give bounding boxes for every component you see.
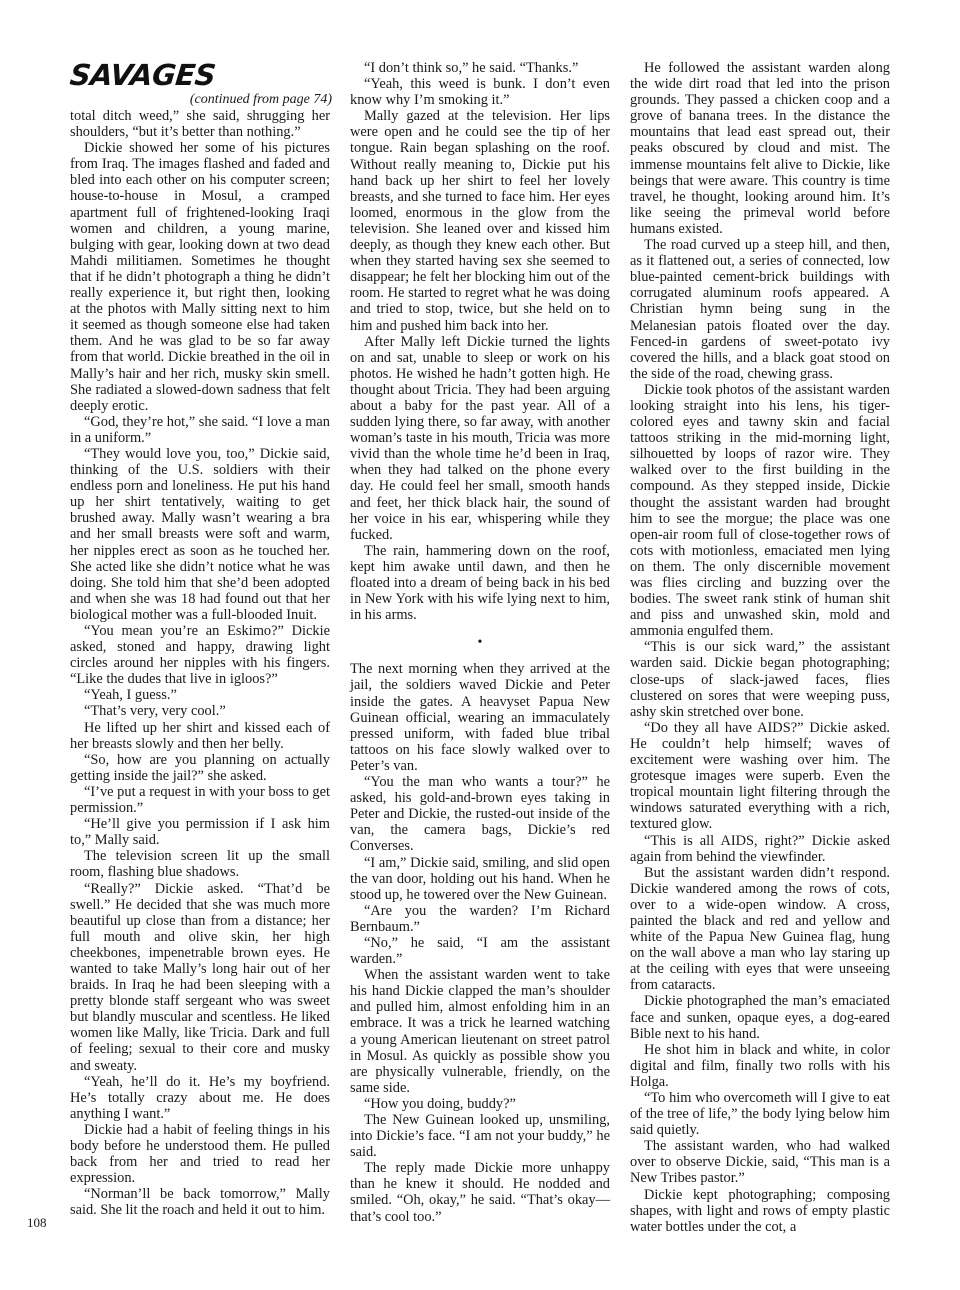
paragraph: “You the man who wants a tour?” he asked, his gold-and-brown eyes taking in Peter and Dickie, the rusted-out inside of the van, the camera bags, Dickie’s red Converses.: [350, 774, 610, 855]
paragraph: “I’ve put a request in with your boss to get permission.”: [70, 783, 330, 817]
paragraph: Dickie photographed the man’s emaciated face and sunken, opaque eyes, a dog-eared Bible next to his hand.: [630, 993, 890, 1042]
paragraph: When the assistant warden went to take his hand Dickie clapped the man’s shoulder and pulled him, almost enfolding him in an embrace. It was a trick he learned watching a young American lieutenant on street patrol in Mosul. As quickly as possible show you are physically vulnerable, friendly, on the same side.: [350, 967, 610, 1096]
paragraph: Dickie had a habit of feeling things in his body before he understood them. He pulled back from her and tried to read her expression.: [70, 1121, 330, 1187]
paragraph: “I don’t think so,” he said. “Thanks.”: [364, 60, 579, 76]
paragraph: “He’ll give you permission if I ask him to,” Mally said.: [70, 816, 330, 849]
paragraph: “God, they’re hot,” she said. “I love a man in a uniform.”: [70, 413, 330, 446]
paragraph: Dickie kept photographing; composing shapes, with light and rows of empty plastic water bottles under the cot, a: [630, 1186, 890, 1235]
paragraph: The television screen lit up the small room, flashing blue shadows.: [70, 848, 330, 881]
paragraph: He lifted up her shirt and kissed each of her breasts slowly and then her belly.: [70, 719, 330, 752]
paragraph: “I am,” Dickie said, smiling, and slid open the van door, holding out his hand. When he stood up, he towered over the New Guinean.: [350, 854, 610, 903]
paragraph: “So, how are you planning on actually getting inside the jail?” she asked.: [70, 751, 330, 784]
page-number: 108: [27, 1215, 47, 1230]
paragraph: “No,” he said, “I am the assistant warden.”: [350, 934, 610, 968]
paragraph: “That’s very, very cool.”: [84, 703, 226, 720]
paragraph: “This is all AIDS, right?” Dickie asked again from behind the viewfinder.: [630, 832, 890, 865]
section-separator: •: [477, 635, 483, 651]
text-column-2: [350, 60, 610, 1225]
text-column-1: [70, 108, 330, 1218]
paragraph: “You mean you’re an Eskimo?” Dickie asked, stoned and happy, drawing light circles around her nipples with his fingers. “Like the dudes that live in igloos?”: [70, 623, 330, 688]
paragraph: “Yeah, I guess.”: [84, 687, 177, 704]
paragraph: The assistant warden, who had walked over to observe Dickie, said, “This man is a New Tribes pastor.”: [630, 1138, 890, 1187]
text-column-3: [630, 60, 890, 1235]
paragraph: The road curved up a steep hill, and then, as it flattened out, a series of connected, low blue-painted cement-brick buildings with corrugated aluminum roofs appeared. A Christian hymn being sung in the Melanesian patois floated over the day. Fenced-in gardens of sweet-potato ivy covered the hills, and a black goat stood on the side of the road, chewing grass.: [630, 237, 890, 382]
paragraph: The reply made Dickie more unhappy than he knew it should. He nodded and smiled. “Oh, okay,” he said. “That’s okay—that’s cool too.”: [350, 1160, 610, 1225]
paragraph: The rain, hammering down on the roof, kept him awake until dawn, and then he floated into a dream of being back in his bed in New York with his wife lying next to him, in his arms.: [350, 542, 610, 624]
paragraph: “Norman’ll be back tomorrow,” Mally said. She lit the roach and held it out to him.: [70, 1186, 330, 1219]
paragraph: “Do they all have AIDS?” Dickie asked. He couldn’t help himself; waves of excitement were washing over him. The grotesque images were superb. Even the tropical mountain light filtering through the windows saturated everything with a rich, textured glow.: [630, 719, 890, 833]
paragraph: “Yeah, this weed is bunk. I don’t even know why I’m smoking it.”: [350, 76, 610, 109]
paragraph: Dickie took photos of the assistant warden looking straight into his lens, his tiger-colored eyes and tawny skin and facial tattoos striking in the mid-morning light, silhouetted by loops of razor wire. They walked over to the first building in the compound. As they stepped inside, Dickie thought the assistant warden had brought him to see the morgue; the place was one open-air room full of close-together rows of cots with motionless, emaciated men lying on them. The only discernible movement was flies circling and buzzing over the bodies. The sweet rank stink of human shit and piss and unwashed skin, mold and ammonia engulfed them.: [630, 381, 890, 640]
paragraph: The New Guinean looked up, unsmiling, into Dickie’s face. “I am not your buddy,” he said.: [350, 1112, 610, 1161]
paragraph: Dickie showed her some of his pictures from Iraq. The images flashed and faded and bled into each other on his computer screen; house-to-house in Mosul, a cramped apartment full of frightened-looking Iraqi women and children, a young marine, bulging with gear, looking down at two dead Mahdi militiamen. Sometimes he thought that if he didn’t photograph a thing he didn’t really experience it, but right then, looking at the photos with Mally sitting next to him it seemed as though someone else had taken them. And he was glad to be so far away from that world. Dickie breathed in the oil in Mally’s hair and her rich, musky skin smell. She radiated a slowed-down sadness that felt deeply erotic.: [70, 140, 330, 414]
paragraph: “Are you the warden? I’m Richard Bernbaum.”: [350, 902, 610, 935]
paragraph: “How you doing, buddy?”: [364, 1095, 516, 1112]
paragraph: “Really?” Dickie asked. “That’d be swell.” He decided that she was much more beautiful up close than from a distance; her full mouth and olive skin, her high cheekbones, impenetrable brown eyes. He wanted to take Mally’s long hair out of her braids. In Iraq he had been sleeping with a pretty blonde staff sergeant who was sweet but blandly muscular and scentless. He liked women like Mally, like Tricia. Dark and full of feeling; sexual to their core and musky and sweaty.: [70, 880, 330, 1074]
article-title: SAVAGES: [68, 58, 218, 92]
paragraph: The next morning when they arrived at the jail, the soldiers waved Dickie and Peter inside the gates. A heavyset Papua New Guinean official, wearing an immaculately pressed uniform, with faded blue tribal tattoos on his face slowly walked over to Peter’s van.: [350, 661, 610, 774]
paragraph: After Mally left Dickie turned the lights on and sat, unable to sleep or work on his photos. He wished he hadn’t gotten high. He thought about Tricia. They had been arguing about a baby for the past year. All of a sudden lying there, so far away, with another woman’s taste in his mouth, Tricia was more vivid than the whole time he’d been in Iraq, when they had talked on the phone every day. He could feel her small, smooth hands and feet, her thick black hair, the sound of her voice in his ear, whispering while they fucked.: [350, 333, 610, 543]
paragraph: “Yeah, he’ll do it. He’s my boyfriend. He’s totally crazy about me. He does anything I want.”: [70, 1073, 330, 1122]
paragraph: Mally gazed at the television. Her lips were open and he could see the tip of her tongue. Rain began splashing on the roof. Without really meaning to, Dickie put his hand back up her shirt to feel her lovely breasts, and she turned to face him. Her eyes loomed, enormous in the glow from the television. She leaned over and kissed him deeply, as though they knew each other. But when they started having sex she seemed to disappear; he felt her blocking him out of the room. He started to regret what he was doing and tried to stop, twice, but she held on to him and pushed him back into her.: [350, 108, 610, 334]
paragraph: total ditch weed,” she said, shrugging her shoulders, “but it’s better than nothing.”: [70, 108, 330, 141]
paragraph: He followed the assistant warden along the wide dirt road that led into the prison grounds. They passed a chicken coop and a grove of banana trees. In the distance the mountains that lead east spread out, their peaks obscured by cloud and mist. The immense mountains felt alive to Dickie, like beings that were aware. This country is time travel, he thought, looking around him. It’s like seeing the primeval world before humans existed.: [630, 60, 890, 237]
paragraph: But the assistant warden didn’t respond. Dickie wandered among the rows of cots, over to a wide-open window. A cross, painted the black and red and yellow and white of the Papua New Guinea flag, hung on the wall above a man who lay staring up at the ceiling with eyes that were unseeing from cataracts.: [630, 864, 890, 994]
paragraph: “They would love you, too,” Dickie said, thinking of the U.S. soldiers with their endless porn and loneliness. He put his hand up her shirt tentatively, waiting to get brushed away. Mally wasn’t wearing a bra and her small breasts were soft and warm, her nipples erect as soon as he touched her. She acted like she didn’t notice what he was doing. She told him that she’d been adopted and when she was 18 had found out that her biological mother was a full-blooded Inuit.: [70, 445, 330, 623]
continued-note: (continued from page 74): [189, 92, 332, 107]
paragraph: “To him who overcometh will I give to eat of the tree of life,” the body lying below him said quietly.: [630, 1090, 890, 1139]
paragraph: He shot him in black and white, in color digital and film, finally two rolls with his Holga.: [630, 1041, 890, 1090]
paragraph: “This is our sick ward,” the assistant warden said. Dickie began photographing; close-ups of slack-jawed faces, flies clustered on sores that were weeping puss, ashy skin stretched over bone.: [630, 639, 890, 720]
